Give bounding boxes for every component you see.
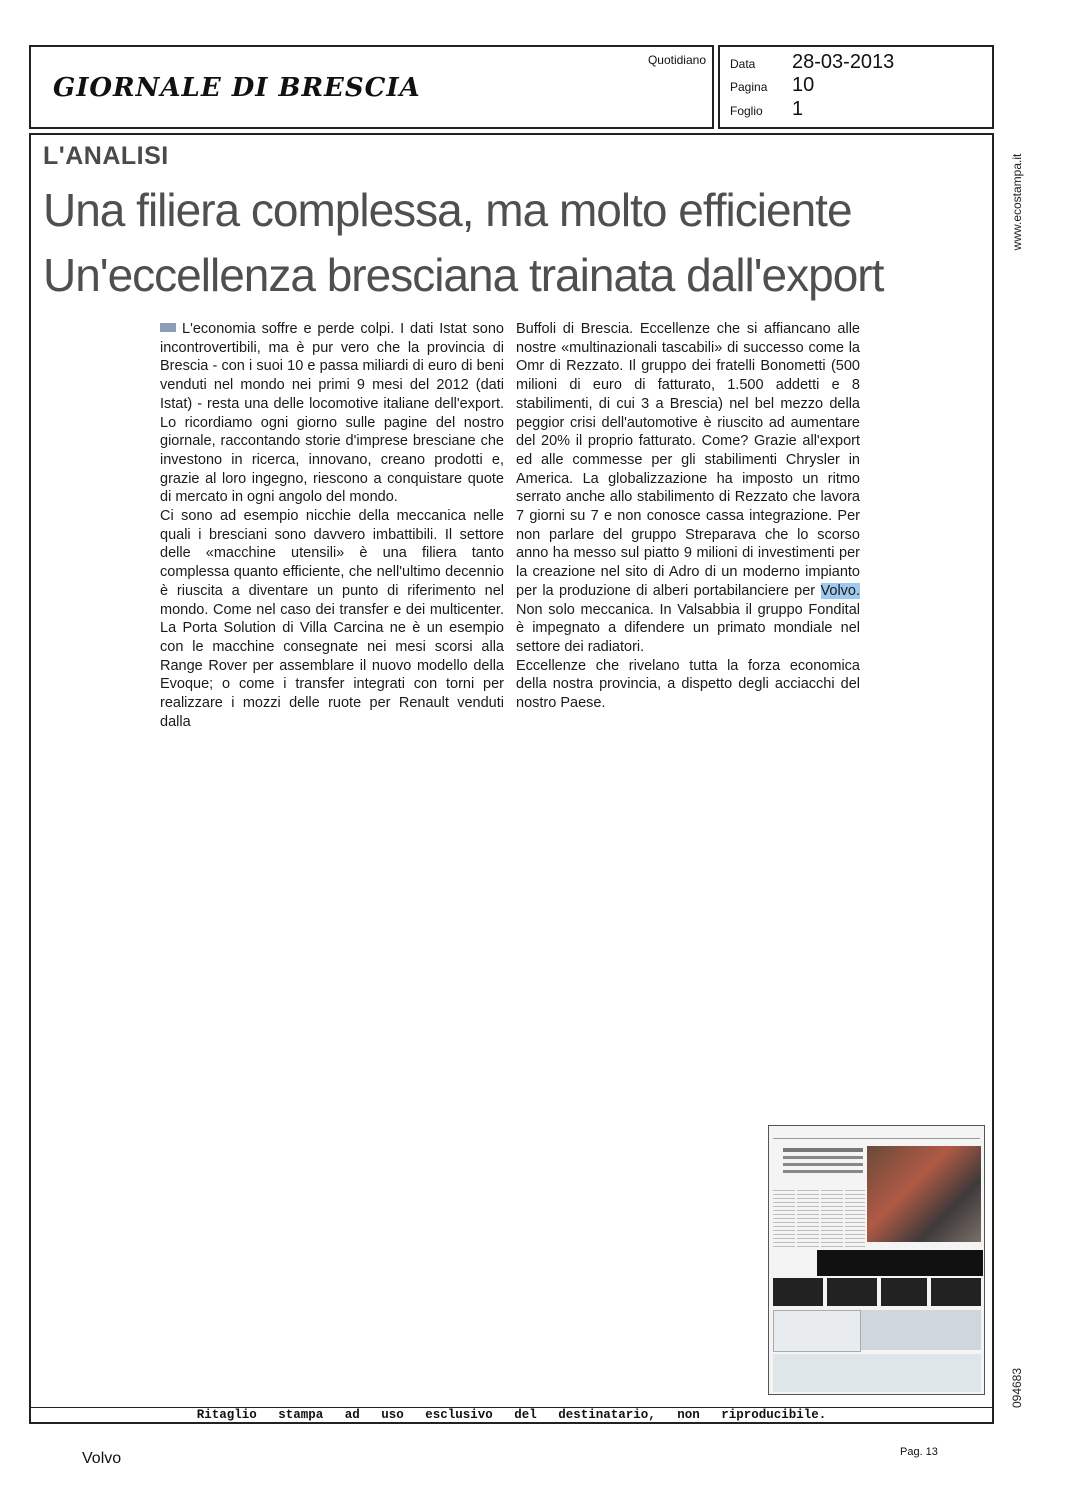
date-value: 28-03-2013 <box>792 51 895 73</box>
article-kicker: L'ANALISI <box>43 142 169 170</box>
article-column-2 <box>516 320 860 713</box>
sheet-label: Foglio <box>730 104 763 118</box>
date-label: Data <box>730 57 756 71</box>
thumbnail-ad <box>773 1354 981 1392</box>
metadata-box <box>718 45 994 129</box>
thumbnail-dark-block <box>881 1278 927 1306</box>
sheet-value: 1 <box>792 98 804 120</box>
sheet-row <box>730 98 803 121</box>
thumbnail-text-column <box>797 1190 819 1250</box>
thumbnail-kicker <box>783 1148 863 1152</box>
paragraph-marker-icon <box>160 323 176 332</box>
page-number: Pag. 13 <box>900 1446 938 1458</box>
paragraph-text: Buffoli di Brescia. Eccellenze che si affiancano alle nostre «multinazionali tascabili» di successo come la Omr di Rezzato. Il gruppo dei fratelli Bonometti (500 milioni di euro di fatturato, 1.500 addetti e 8 stabilimenti, di cui 3 a Brescia) nel bel mezzo della peggior crisi dell'automotive è riuscito ad aumentare del 20% il proprio fatturato. Come? Grazie all'export ed alle commesse per gli stabilimenti Chrysler in America. La globalizzazione ha imposto un ritmo serrato anche allo stabilimento di Rezzato che lavora 7 giorni su 7 e non conosce cassa integrazione. Per non parlare del gruppo Streparava che lo scorso anno ha messo sul piatto 9 milioni di investimenti per la creazione nel sito di Adro di un moderno impianto per la produzione di alberi portabilanciere per <box>516 321 860 599</box>
thumbnail-photo <box>867 1146 981 1242</box>
side-url-text: www.ecostampa.it <box>1010 153 1024 251</box>
article-paragraph <box>516 320 860 657</box>
thumbnail-dark-block <box>827 1278 877 1306</box>
masthead-box <box>29 45 714 129</box>
page-value: 10 <box>792 74 815 96</box>
article-title-line2: Un'eccellenza bresciana trainata dall'export <box>43 249 884 301</box>
side-code <box>1010 1360 1024 1416</box>
article-paragraph: Ci sono ad esempio nicchie della meccanica nelle quali i bresciani sono davvero imbattibili. Il settore delle «macchine utensili» è una filiera tanto complessa quanto efficiente, che nell'ultimo decennio è riuscita a diventare un punto di riferimento nel mondo. Come nel caso dei transfer e dei multicenter. La Porta Solution di Villa Carcina ne è un esempio con le macchine consegnate nei mesi scorsi alla Range Rover per assemblare il nuovo modello della Evoque; o come i transfer integrati con torni per realizzare i mozzi delle ruote per Renault venduti dalla <box>160 508 504 730</box>
side-code-text: 094683 <box>1010 1367 1024 1409</box>
paragraph-text: Non solo meccanica. In Valsabbia il gruppo Fondital è impegnato a difendere un primato mondiale nel settore dei radiatori. <box>516 601 860 655</box>
thumbnail-dark-block <box>931 1278 981 1306</box>
page-row <box>730 74 814 97</box>
article-title-line1: Una filiera complessa, ma molto efficiente <box>43 184 852 236</box>
article-column-1 <box>160 320 504 731</box>
paragraph-text: L'economia soffre e perde colpi. I dati Istat sono incontrovertibili, ma è pur vero che la provincia di Brescia - con i suoi 10 e passa miliardi di euro di beni venduti nel mondo nei primi 9 mesi del 2012 (dati Istat) - resta una delle locomotive italiane dell'export. Lo ricordiamo ogni giorno sulle pagine del nostro giornale, raccontando storie d'imprese bresciane che investono in ricerca, innovano, creano prodotti e, grazie al loro ingegno, riescono a conquistare quote di mercato in ogni angolo del mondo. <box>160 321 504 506</box>
thumbnail-header <box>773 1130 980 1139</box>
thumbnail-title <box>783 1156 863 1186</box>
thumbnail-ad <box>861 1310 981 1350</box>
thumbnail-highlighted-title <box>817 1250 983 1276</box>
newspaper-masthead: GIORNALE DI BRESCIA <box>53 73 421 103</box>
side-url <box>1010 152 1024 252</box>
page-thumbnail <box>768 1125 985 1395</box>
thumbnail-text-column <box>845 1190 865 1250</box>
article-paragraph: Eccellenze che rivelano tutta la forza economica della nostra provincia, a dispetto degli acciacchi del nostro Paese. <box>516 657 860 712</box>
page-label: Pagina <box>730 80 768 94</box>
thumbnail-text-column <box>773 1190 795 1250</box>
thumbnail-text-column <box>821 1190 843 1250</box>
footer-notice: Ritaglio stampa ad uso esclusivo del destinatario, non riproducibile. <box>196 1408 827 1422</box>
thumbnail-dark-block <box>773 1278 823 1306</box>
highlighted-keyword: Volvo. <box>820 582 861 599</box>
client-name: Volvo <box>82 1450 122 1467</box>
date-row <box>730 51 894 74</box>
article-paragraph <box>160 320 504 507</box>
publication-type: Quotidiano <box>647 53 706 67</box>
thumbnail-ad <box>773 1310 861 1352</box>
